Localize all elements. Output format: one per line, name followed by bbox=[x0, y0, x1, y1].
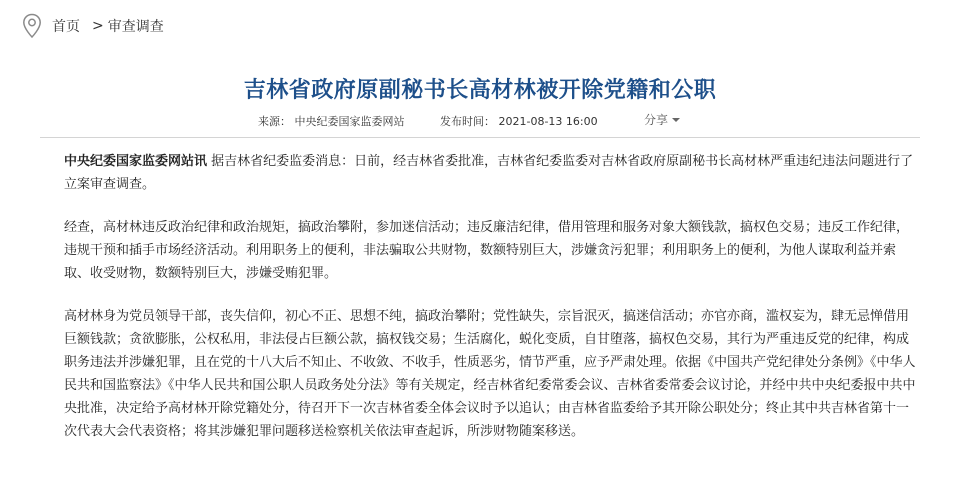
breadcrumb-separator: > bbox=[92, 18, 104, 34]
breadcrumb-home-link[interactable]: 首页 bbox=[52, 19, 80, 35]
article-meta bbox=[0, 111, 960, 129]
source-value: 中央纪委国家监委网站 bbox=[294, 115, 405, 128]
article-paragraph-2: 经查，高材林违反政治纪律和政治规矩，搞政治攀附，参加迷信活动；违反廉洁纪律，借用管理和服务对象大额钱款，搞权色交易；违反工作纪律，违规干预和插手市场经济活动。利用职务上的便利，非法骗取公共财物，数额特别巨大，涉嫌贪污犯罪；利用职务上的便利，为他人谋取利益并索取、收受财物，数额特别巨大，涉嫌受贿犯罪。 bbox=[64, 220, 910, 281]
article-title: 吉林省政府原副秘书长高材林被开除党籍和公职 bbox=[243, 76, 717, 103]
share-label: 分享 bbox=[644, 113, 669, 127]
paragraph-lead: 中央纪委国家监委网站讯 bbox=[64, 154, 208, 169]
source-label: 来源： bbox=[258, 115, 291, 128]
location-pin-icon bbox=[22, 13, 42, 39]
article-body bbox=[64, 150, 916, 461]
article-source bbox=[258, 113, 405, 129]
breadcrumb-current-link[interactable]: 审查调查 bbox=[107, 19, 164, 35]
article-date bbox=[440, 113, 598, 129]
date-value: 2021-08-13 16:00 bbox=[498, 115, 598, 128]
share-button[interactable] bbox=[644, 111, 680, 128]
article-paragraph-1 bbox=[64, 150, 916, 196]
meta-divider bbox=[40, 137, 920, 138]
paragraph-text: 据吉林省纪委监委消息：日前，经吉林省委批准，吉林省纪委监委对吉林省政府原副秘书长高材林严重违纪违法问题进行了立案审查调查。 bbox=[64, 154, 914, 192]
article-paragraph-3: 高材林身为党员领导干部，丧失信仰，初心不正、思想不纯，搞政治攀附；党性缺失，宗旨泯灭，搞迷信活动；亦官亦商，滥权妄为，肆无忌惮借用巨额钱款；贪欲膨胀，公权私用，非法侵占巨额公款，搞权钱交易；生活腐化，蜕化变质，自甘堕落，搞权色交易，其行为严重违反党的纪律，构成职务违法并涉嫌犯罪，且在党的十八大后不知止、不收敛、不收手，性质恶劣，情节严重，应予严肃处理。依据《中国共产党纪律处分条例》《中华人民共和国监察法》《中华人民共和国公职人员政务处分法》等有关规定，经吉林省纪委常委会议、吉林省委常委会议讨论，并经中共中央纪委报中共中央批准，决定给予高材林开除党籍处分，待召开下一次吉林省委全体会议时予以追认；由吉林省监委给予其开除公职处分；终止其中共吉林省第十一次代表大会代表资格；将其涉嫌犯罪问题移送检察机关依法审查起诉，所涉财物随案移送。 bbox=[64, 309, 916, 439]
caret-down-icon bbox=[672, 118, 680, 122]
breadcrumb bbox=[22, 12, 164, 40]
date-label: 发布时间： bbox=[440, 115, 495, 128]
